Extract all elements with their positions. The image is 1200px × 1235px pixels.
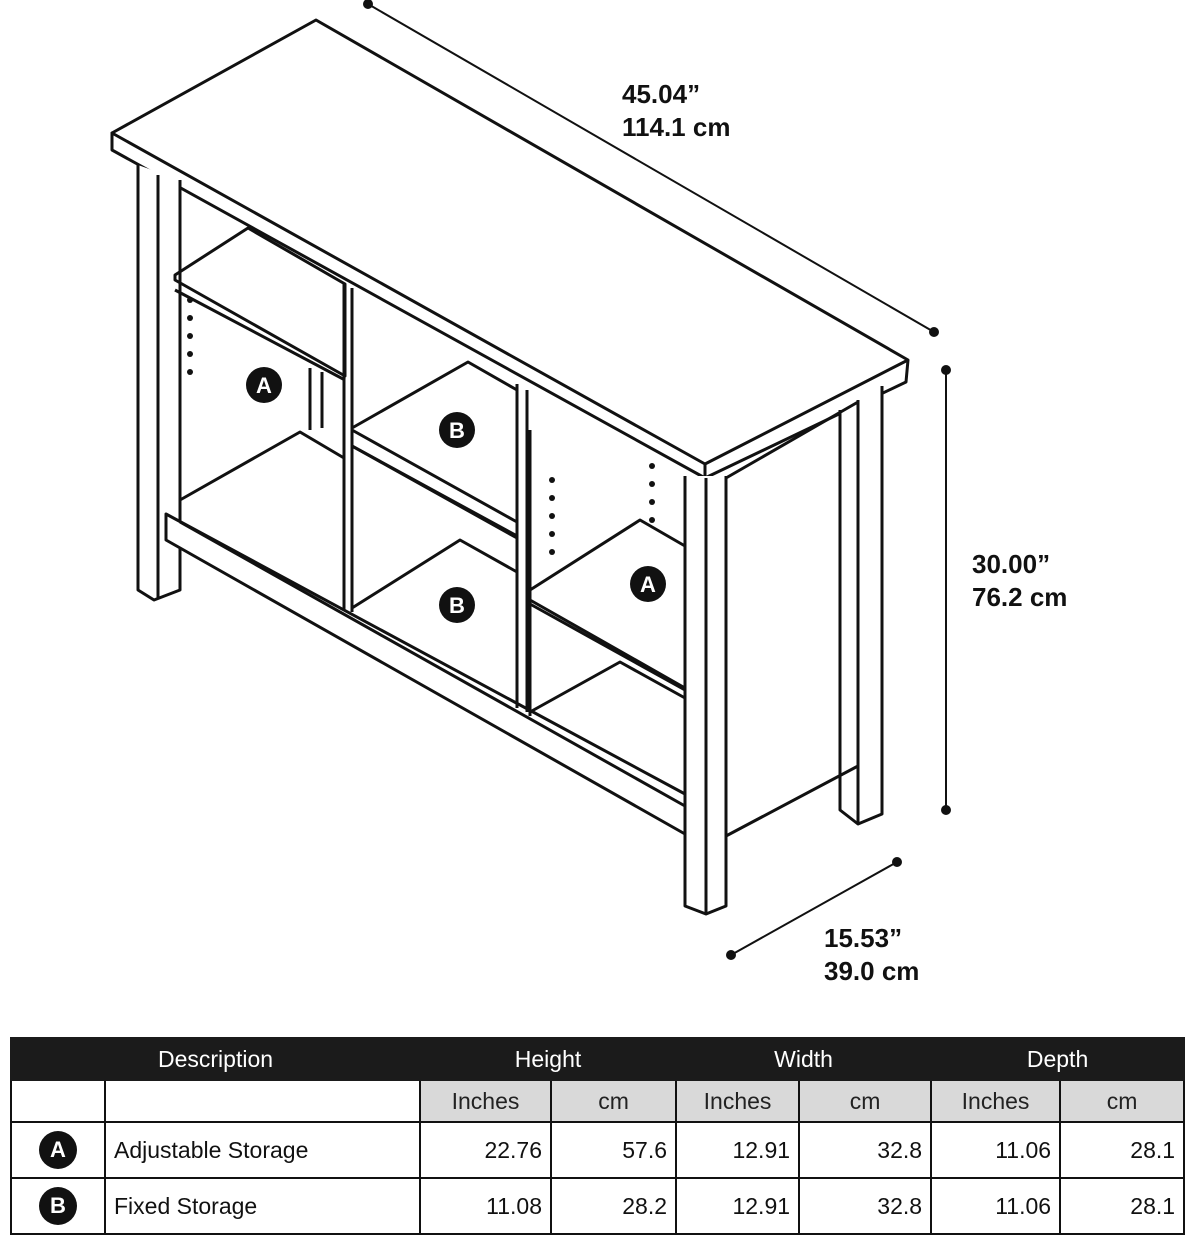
row-badge-cell: [11, 1122, 105, 1178]
cell-height-cm: 28.2: [551, 1178, 676, 1234]
cell-width-inches: 12.91: [676, 1178, 799, 1234]
header-description: Description: [11, 1038, 420, 1080]
shelf-a-right: [530, 520, 685, 688]
cell-depth-inches: 11.06: [931, 1178, 1060, 1234]
svg-text:B: B: [449, 593, 465, 618]
right-back-leg: [840, 386, 882, 824]
unit-width-cm: cm: [799, 1080, 931, 1122]
table-unit-row: [11, 1080, 1184, 1122]
cell-height-inches: 22.76: [420, 1122, 551, 1178]
callout-b-lower: [439, 587, 475, 623]
top-board: [112, 20, 908, 478]
cell-height-inches: 11.08: [420, 1178, 551, 1234]
divider-left: [344, 284, 352, 612]
cell-width-cm: 32.8: [799, 1178, 931, 1234]
depth-cm: 39.0 cm: [824, 956, 920, 986]
cell-width-cm: 32.8: [799, 1122, 931, 1178]
unit-height-cm: cm: [551, 1080, 676, 1122]
unit-blank-description: [105, 1080, 420, 1122]
unit-depth-cm: cm: [1060, 1080, 1184, 1122]
height-cm: 76.2 cm: [972, 582, 1068, 612]
depth-inches: 15.53”: [824, 923, 903, 953]
storage-spec-table: [10, 1037, 1185, 1235]
callout-a-right: [630, 566, 666, 602]
width-inches: 45.04”: [622, 79, 701, 109]
height-inches: 30.00”: [972, 549, 1051, 579]
header-depth: Depth: [931, 1038, 1184, 1080]
badge-b: B: [39, 1187, 77, 1225]
header-height: Height: [420, 1038, 676, 1080]
side-panel: [726, 402, 858, 836]
table-header-row: [11, 1038, 1184, 1080]
unit-depth-inches: Inches: [931, 1080, 1060, 1122]
svg-text:A: A: [256, 373, 272, 398]
unit-height-inches: Inches: [420, 1080, 551, 1122]
depth-dimension-label: [824, 922, 919, 988]
row-description: Adjustable Storage: [105, 1122, 420, 1178]
row-description: Fixed Storage: [105, 1178, 420, 1234]
cell-height-cm: 57.6: [551, 1122, 676, 1178]
badge-a: A: [39, 1131, 77, 1169]
cell-width-inches: 12.91: [676, 1122, 799, 1178]
cell-depth-cm: 28.1: [1060, 1178, 1184, 1234]
svg-text:A: A: [640, 572, 656, 597]
row-badge-cell: [11, 1178, 105, 1234]
svg-text:B: B: [449, 418, 465, 443]
table-row: [11, 1122, 1184, 1178]
width-dimension-label: [622, 78, 730, 144]
table-row: [11, 1178, 1184, 1234]
height-dimension-label: [972, 548, 1067, 614]
width-cm: 114.1 cm: [622, 112, 731, 142]
callout-a-left: [246, 367, 282, 403]
cell-depth-cm: 28.1: [1060, 1122, 1184, 1178]
callout-b-upper: [439, 412, 475, 448]
cell-depth-inches: 11.06: [931, 1122, 1060, 1178]
header-width: Width: [676, 1038, 931, 1080]
unit-blank-badge: [11, 1080, 105, 1122]
unit-width-inches: Inches: [676, 1080, 799, 1122]
divider-right: [517, 384, 527, 712]
